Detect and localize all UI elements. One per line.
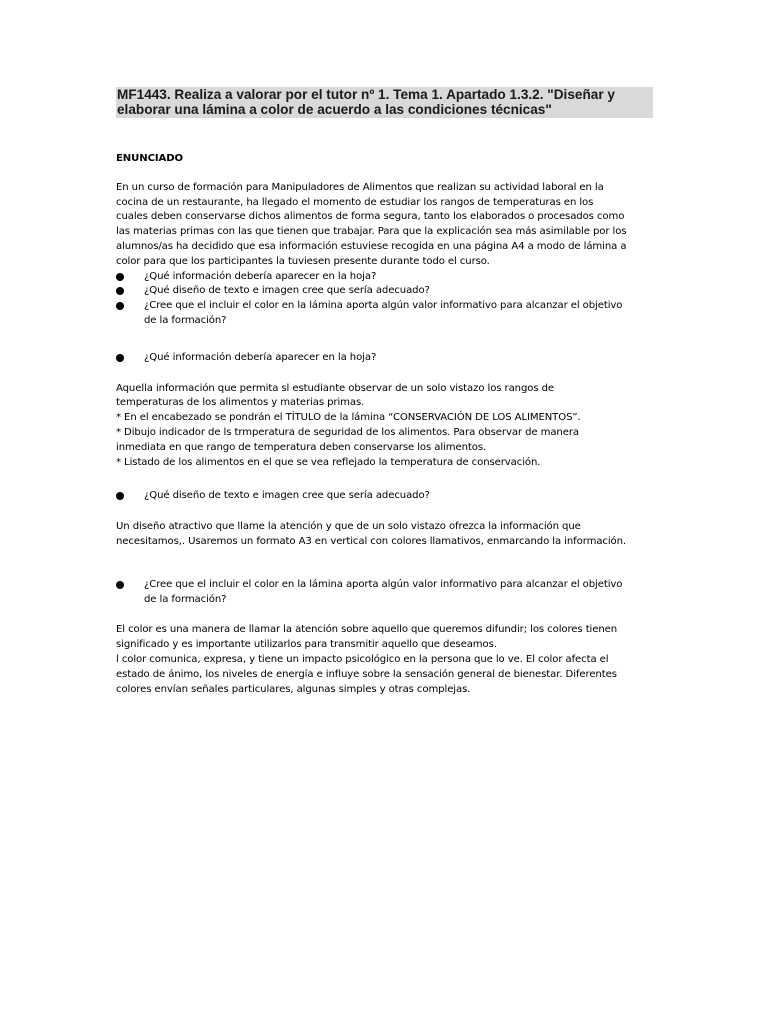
answer-1-paragraph <box>116 382 656 471</box>
question-text: ¿Qué diseño de texto e imagen cree que sería adecuado? <box>144 490 430 502</box>
answer-line: l color comunica, expresa, y tiene un impacto psicológico en la persona que lo ve. El color afecta el <box>116 653 609 665</box>
enunciado-heading: ENUNCIADO <box>116 153 184 164</box>
title-line-2: elaborar una lámina a color de acuerdo a las condiciones técnicas" <box>117 101 552 117</box>
question-text: de la formación? <box>144 314 227 326</box>
document-page <box>116 87 656 697</box>
list-item <box>116 489 656 504</box>
answer-line: estado de ánimo, los niveles de energía e influye sobre la sensación general de bienestar. Diferentes <box>116 668 617 680</box>
intro-line: cuales deben conservarse dichos alimentos de forma segura, tanto los elaborados o procesados como <box>116 211 625 223</box>
bullet-icon <box>116 354 124 362</box>
list-item <box>116 351 656 366</box>
question-1-heading <box>116 351 656 366</box>
answer-line: colores envían señales particulares, algunas simples y otras complejas. <box>116 683 471 695</box>
intro-line: color para que los participantes la tuviesen presente durante todo el curso. <box>116 255 490 267</box>
answer-line: * En el encabezado se pondrán el TÍTULO de la lámina “CONSERVACIÓN DE LOS ALIMENTOS”. <box>116 412 581 424</box>
answer-line: necesitamos,. Usaremos un formato A3 en vertical con colores llamativos, enmarcando la información. <box>116 535 627 547</box>
answer-line: * Listado de los alimentos en el que se vea reflejado la temperatura de conservación. <box>116 456 541 468</box>
question-text: ¿Cree que el incluir el color en la lámina aporta algún valor informativo para alcanzar el objetivo <box>144 578 623 590</box>
list-item <box>116 284 656 299</box>
question-text: ¿Qué información debería aparecer en la hoja? <box>144 351 377 363</box>
bullet-icon <box>116 492 124 500</box>
answer-line: El color es una manera de llamar la atención sobre aquello que queremos difundir; los colores tienen <box>116 624 618 636</box>
question-text: ¿Cree que el incluir el color en la lámina aporta algún valor informativo para alcanzar el objetivo <box>144 300 623 312</box>
answer-line: significado y es importante utilizarlos para transmitir aquello que deseamos. <box>116 639 497 651</box>
answer-3-paragraph <box>116 623 656 697</box>
answer-line: Aquella información que permita sl estudiante observar de un solo vistazo los rangos de <box>116 382 555 394</box>
intro-line: las materias primas con las que tienen que trabajar. Para que la explicación sea más asimilable por los <box>116 226 627 238</box>
question-3-heading <box>116 578 656 608</box>
list-item <box>116 270 656 285</box>
intro-paragraph <box>116 181 656 270</box>
title-line-1: MF1443. Realiza a valorar por el tutor nº 1. Tema 1. Apartado 1.3.2. "Diseñar y <box>117 87 615 102</box>
bullet-icon <box>116 273 124 281</box>
question-text: ¿Qué diseño de texto e imagen cree que sería adecuado? <box>144 285 430 297</box>
intro-line: alumnos/as ha decidido que esa información estuviese recogida en una página A4 a modo de lámina a <box>116 240 627 252</box>
intro-line: En un curso de formación para Manipuladores de Alimentos que realizan su actividad laboral en la <box>116 181 604 193</box>
bullet-icon <box>116 287 124 295</box>
answer-line: temperaturas de los alimentos y materias primas. <box>116 397 365 409</box>
document-title <box>116 87 653 118</box>
question-2-heading <box>116 489 656 504</box>
bullet-icon <box>116 581 124 589</box>
bullet-icon <box>116 302 124 310</box>
list-item <box>116 299 656 329</box>
question-text: de la formación? <box>144 593 227 605</box>
answer-line: Un diseño atractivo que llame la atención y que de un solo vistazo ofrezca la información que <box>116 521 581 533</box>
answer-line: inmediata en que rango de temperatura deben conservarse los alimentos. <box>116 441 487 453</box>
intro-line: cocina de un restaurante, ha llegado el momento de estudiar los rangos de temperaturas en los <box>116 196 594 208</box>
answer-2-paragraph <box>116 520 656 550</box>
questions-list <box>116 270 656 329</box>
question-text: ¿Qué información debería aparecer en la hoja? <box>144 270 377 282</box>
answer-line: * Dibujo indicador de ls trmperatura de seguridad de los alimentos. Para observar de manera <box>116 426 579 438</box>
list-item <box>116 578 656 608</box>
